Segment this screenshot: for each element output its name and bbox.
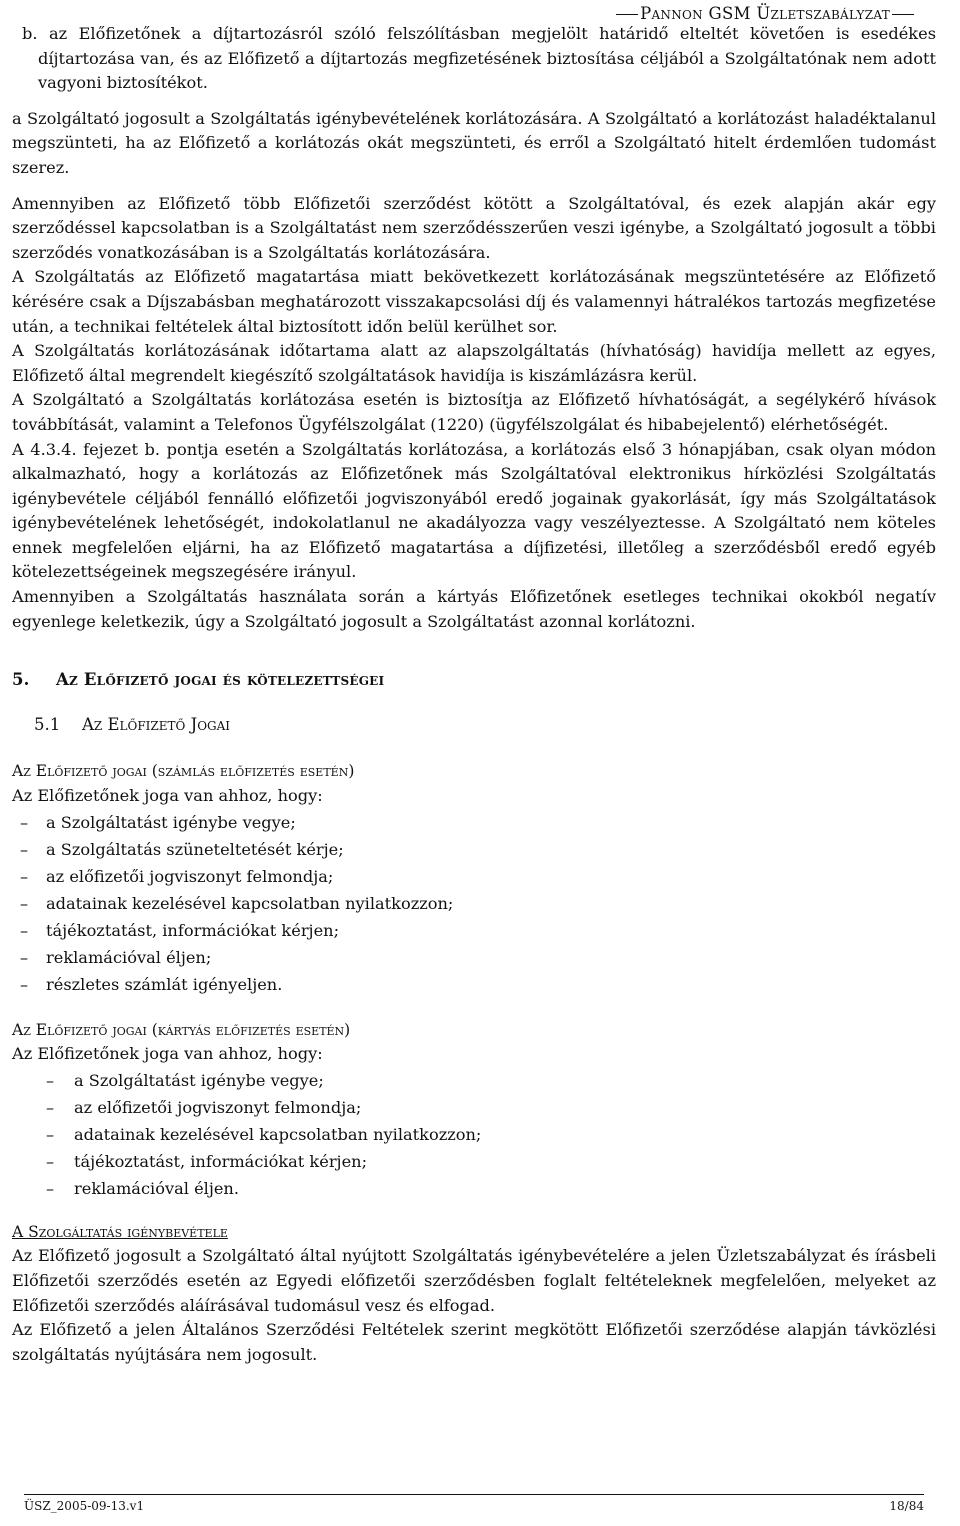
list-item: – az előfizetői jogviszonyt felmondja; [12, 1094, 936, 1121]
header-rule-left [616, 14, 638, 15]
header-title: Pannon GSM Üzletszabályzat [640, 4, 890, 23]
paragraph: A Szolgáltatás korlátozásának időtartama alatt az alapszolgáltatás (hívhatóság) havidíja mellett az egyes, Előfizető által megrendelt kiegészítő szolgáltatások havidíja is kiszámlázásra kerül. [12, 341, 936, 385]
page-header [616, 4, 914, 23]
document-page [12, 0, 936, 1526]
section-title: Az Előfizető jogai és kötelezettségei [56, 670, 385, 690]
list-item: – részletes számlát igényeljen. [12, 971, 936, 998]
rights-card-title: Az Előfizető jogai (kártyás előfizetés esetén) [12, 1020, 351, 1039]
paragraph: Amennyiben a Szolgáltatás használata során a kártyás Előfizetőnek esetleges technikai okokból negatív egyenlege keletkezik, úgy a Szolgáltató jogosult a Szolgáltatást azonnal korlátozni. [12, 587, 936, 631]
rights-card-list [12, 1067, 936, 1202]
list-item: – reklamációval éljen. [12, 1175, 936, 1202]
paragraph: Az Előfizető jogosult a Szolgáltató által nyújtott Szolgáltatás igénybevételére a jelen Üzletszabályzat és írásbeli Előfizetői szerződés esetén az Egyedi előfizetői szerződésben foglalt feltételeknek megfelelően, melyeket az Előfizetői szerződés aláírásával tudomásul vesz és elfogad. [12, 1246, 936, 1315]
dash-bullet: – [46, 1178, 55, 1198]
subsection-number: 5.1 [34, 714, 61, 734]
section-heading [12, 668, 936, 693]
paragraph: Az Előfizető a jelen Általános Szerződési Feltételek szerint megkötött Előfizetői szerződése alapján távközlési szolgáltatás nyújtására nem jogosult. [12, 1320, 936, 1364]
page-number: 18/84 [889, 1499, 924, 1513]
list-item: – az előfizetői jogviszonyt felmondja; [12, 863, 936, 890]
list-item: – a Szolgáltatás szüneteltetését kérje; [12, 836, 936, 863]
usage-title: A Szolgáltatás igénybevétele [12, 1222, 228, 1241]
dash-bullet: – [20, 974, 29, 994]
document-version: ÜSZ_2005-09-13.v1 [24, 1499, 145, 1513]
list-item: – tájékoztatást, információkat kérjen; [12, 1148, 936, 1175]
dash-bullet: – [20, 866, 29, 886]
rights-invoice-intro: Az Előfizetőnek joga van ahhoz, hogy: [12, 786, 323, 806]
dash-bullet: – [46, 1097, 55, 1117]
document-body [12, 22, 936, 1367]
rights-invoice-list [12, 809, 936, 998]
list-item: – adatainak kezelésével kapcsolatban nyilatkozzon; [12, 890, 936, 917]
dash-bullet: – [20, 893, 29, 913]
dash-bullet: – [20, 812, 29, 832]
dash-bullet: – [20, 920, 29, 940]
rights-card-intro: Az Előfizetőnek joga van ahhoz, hogy: [12, 1044, 323, 1064]
subsection-title: Az Előfizető Jogai [82, 714, 231, 734]
paragraph: A 4.3.4. fejezet b. pontja esetén a Szolgáltatás korlátozása, a korlátozás első 3 hónapjában, csak olyan módon alkalmazható, hogy a korlátozás az Előfizetőnek más Szolgáltatóval elektronikus hírközlési Szolgáltatás igénybevétele céljából fennálló előfizetői jogviszonyából eredő jogainak gyakorlását, így más Szolgáltatások igénybevételének lehetőségét, indokolatlanul ne akadályozza vagy veszélyeztesse. A Szolgáltató nem köteles ennek megfelelően eljárni, ha az Előfizető magatartása a díjfizetési, illetőleg a szerződésből eredő egyéb kötelezettségeinek megszegésére irányul. [12, 439, 936, 582]
list-item-b: b. az Előfizetőnek a díjtartozásról szóló felszólításban megjelölt határidő elteltét követően is esedékes díjtartozása van, és az Előfizető a díjtartozás megfizetésének biztosítása céljából a Szolgáltatónak nem adott vagyoni biztosítékot. [22, 24, 936, 93]
subsection-heading [12, 713, 936, 738]
list-item: – reklamációval éljen; [12, 944, 936, 971]
list-item: – adatainak kezelésével kapcsolatban nyilatkozzon; [12, 1121, 936, 1148]
page-footer [24, 1494, 924, 1513]
dash-bullet: – [20, 947, 29, 967]
list-item: – tájékoztatást, információkat kérjen; [12, 917, 936, 944]
dash-bullet: – [46, 1070, 55, 1090]
dash-bullet: – [20, 839, 29, 859]
paragraph: a Szolgáltató jogosult a Szolgáltatás igénybevételének korlátozására. A Szolgáltató a korlátozást haladéktalanul megszünteti, ha az Előfizető a korlátozás okát megszünteti, és erről a Szolgáltató hitelt érdemlően tudomást szerez. [12, 108, 936, 177]
dash-bullet: – [46, 1124, 55, 1144]
list-item: – a Szolgáltatást igénybe vegye; [12, 809, 936, 836]
paragraph: A Szolgáltatás az Előfizető magatartása miatt bekövetkezett korlátozásának megszüntetésére az Előfizető kérésére csak a Díjszabásban meghatározott visszakapcsolási díj és valamennyi hátralékos tartozás megfizetése után, a technikai feltételek által biztosított időn belül kerülhet sor. [12, 267, 936, 336]
section-number: 5. [12, 670, 30, 690]
paragraph: A Szolgáltató a Szolgáltatás korlátozása esetén is biztosítja az Előfizető hívhatóságát, a segélykérő hívások továbbítását, valamint a Telefonos Ügyfélszolgálat (1220) (ügyfélszolgálat és hibabejelentő) elérhetőségét. [12, 390, 936, 434]
dash-bullet: – [46, 1151, 55, 1171]
list-item: – a Szolgáltatást igénybe vegye; [12, 1067, 936, 1094]
header-rule-right [892, 14, 914, 15]
paragraph: Amennyiben az Előfizető több Előfizetői szerződést kötött a Szolgáltatóval, és ezek alapján akár egy szerződéssel kapcsolatban is a Szolgáltatást nem szerződésszerűen veszi igénybe, a Szolgáltató jogosult a többi szerződés vonatkozásában is a Szolgáltatás korlátozására. [12, 193, 936, 262]
rights-invoice-title: Az Előfizető jogai (számlás előfizetés esetén) [12, 762, 355, 781]
